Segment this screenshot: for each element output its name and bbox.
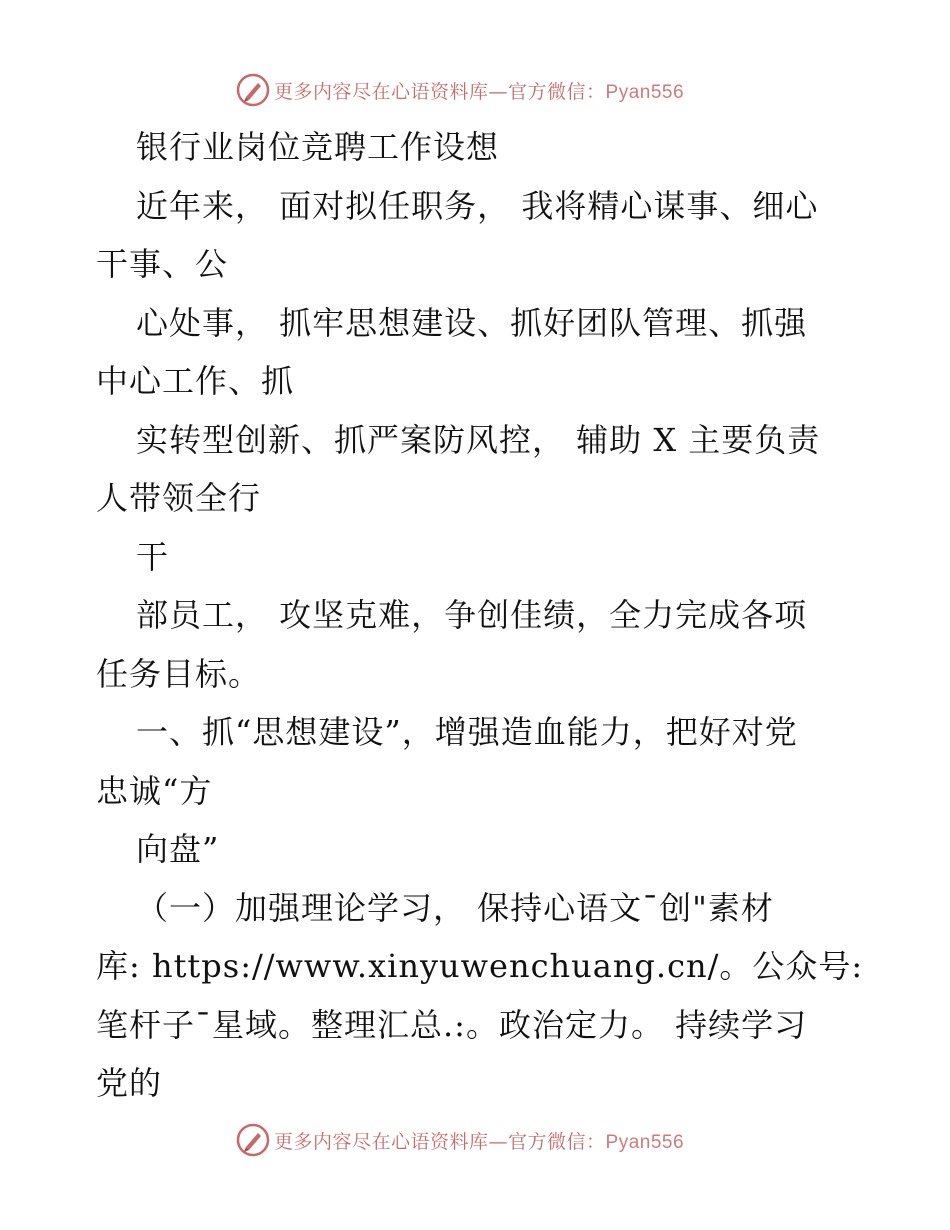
doc-line: 干事、公	[96, 245, 229, 283]
doc-line: 实转型创新、抓严案防风控， 辅助 X 主要负责	[136, 420, 821, 459]
doc-line: 人带领全行	[96, 479, 262, 517]
section-heading: 一、抓“思想建设”，增强造血能力，把好对党	[136, 713, 798, 751]
watermark-main: 更多内容尽在心语资料库	[274, 80, 489, 103]
subsection-heading: （一）加强理论学习， 保持心语文¯创"素材	[136, 888, 774, 927]
watermark-id: Pyan556	[605, 81, 685, 103]
watermark-id: Pyan556	[605, 1131, 685, 1153]
footer-watermark	[236, 1123, 716, 1157]
watermark-sub: —官方微信：	[488, 1130, 606, 1153]
pen-logo-icon	[236, 1123, 270, 1157]
doc-title: 银行业岗位竞聘工作设想	[136, 128, 500, 166]
pen-logo-icon	[236, 73, 270, 107]
doc-line: 中心工作、抓	[96, 362, 295, 400]
watermark-sub: —官方微信：	[488, 80, 606, 103]
doc-line: 向盘”	[136, 830, 220, 868]
header-watermark	[236, 73, 716, 107]
doc-line: 心处事， 抓牢思想建设、抓好团队管理、抓强	[136, 303, 808, 342]
doc-line: 干	[136, 537, 170, 576]
doc-line: 党的	[96, 1064, 163, 1102]
doc-line: 任务目标。	[96, 654, 262, 693]
watermark-main: 更多内容尽在心语资料库	[274, 1130, 489, 1153]
doc-line: 笔杆子¯星域。整理汇总.:。政治定力。 持续学习	[96, 1005, 808, 1044]
watermark-text	[274, 77, 684, 104]
doc-line: 库: https://www.xinyuwenchuang.cn/。公众号:	[96, 947, 864, 985]
document-body	[96, 118, 864, 1113]
watermark-text	[274, 1127, 684, 1154]
doc-line: 近年来， 面对拟任职务， 我将精心谋事、细心	[136, 186, 819, 225]
doc-line: 部员工， 攻坚克难，争创佳绩，全力完成各项	[136, 596, 808, 634]
doc-line: 忠诚“方	[96, 771, 213, 810]
